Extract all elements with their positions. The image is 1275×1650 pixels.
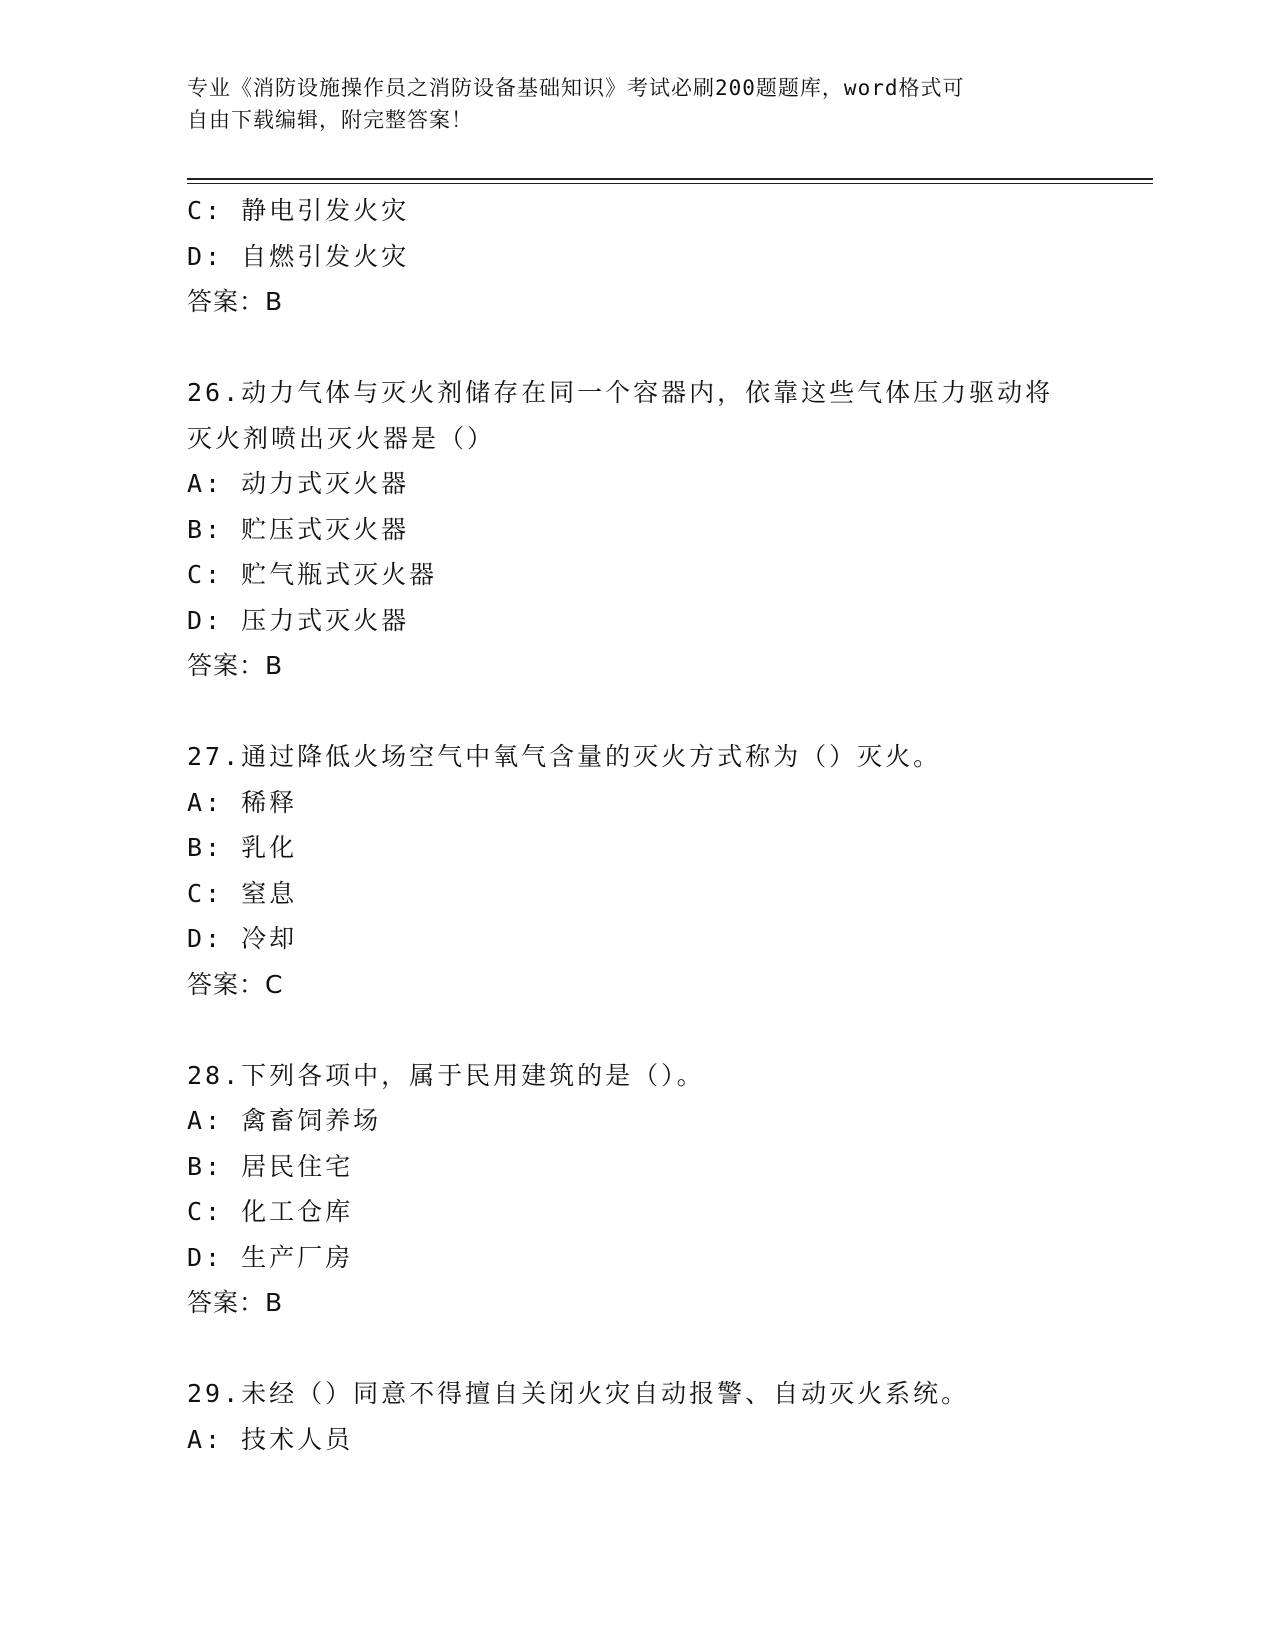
question-26	[187, 370, 1087, 689]
option-c: C: 化工仓库	[187, 1197, 354, 1226]
option-d: D: 生产厂房	[187, 1242, 354, 1272]
header-divider-thick	[187, 178, 1153, 180]
question-27	[187, 734, 1087, 1007]
option-a: A: 技术人员	[187, 1424, 354, 1454]
spacer	[187, 325, 1087, 371]
option-c: C: 贮气瓶式灭火器	[187, 560, 438, 589]
answer-line: 答案：B	[187, 287, 284, 316]
option-a: A: 禽畜饲养场	[187, 1106, 382, 1135]
question-29	[187, 1371, 1087, 1462]
option-d: D: 压力式灭火器	[187, 605, 410, 635]
answer-line: 答案：B	[187, 651, 284, 680]
spacer	[187, 1326, 1087, 1372]
option-b: B: 乳化	[187, 833, 298, 862]
question-text: 26.动力气体与灭火剂储存在同一个容器内，依靠这些气体压力驱动将	[187, 378, 1054, 407]
header-title-line-2: 自由下载编辑，附完整答案！	[187, 108, 473, 132]
question-text: 27.通过降低火场空气中氧气含量的灭火方式称为（）灭火。	[187, 742, 942, 771]
option-c: C: 窒息	[187, 878, 298, 908]
spacer	[187, 1007, 1087, 1053]
option-d: D: 冷却	[187, 924, 298, 953]
header-divider-thin	[187, 183, 1153, 184]
document-header	[187, 72, 1067, 136]
question-28	[187, 1053, 1087, 1326]
option-b: B: 贮压式灭火器	[187, 514, 410, 544]
option-b: B: 居民住宅	[187, 1151, 354, 1181]
option-a: A: 动力式灭火器	[187, 469, 410, 498]
question-text: 28.下列各项中，属于民用建筑的是（）。	[187, 1060, 705, 1090]
header-title-line-1: 专业《消防设施操作员之消防设备基础知识》考试必刷200题题库，word格式可	[187, 76, 965, 100]
option-c: C: 静电引发火灾	[187, 196, 410, 225]
option-a: A: 稀释	[187, 787, 298, 817]
option-d: D: 自燃引发火灾	[187, 241, 410, 271]
spacer	[187, 689, 1087, 735]
answer-line: 答案：B	[187, 1288, 284, 1317]
answer-line: 答案：C	[187, 969, 284, 999]
question-list	[187, 188, 1087, 1462]
question-text-continued: 灭火剂喷出灭火器是（）	[187, 423, 496, 453]
question-text: 29.未经（）同意不得擅自关闭火灾自动报警、自动灭火系统。	[187, 1379, 970, 1408]
